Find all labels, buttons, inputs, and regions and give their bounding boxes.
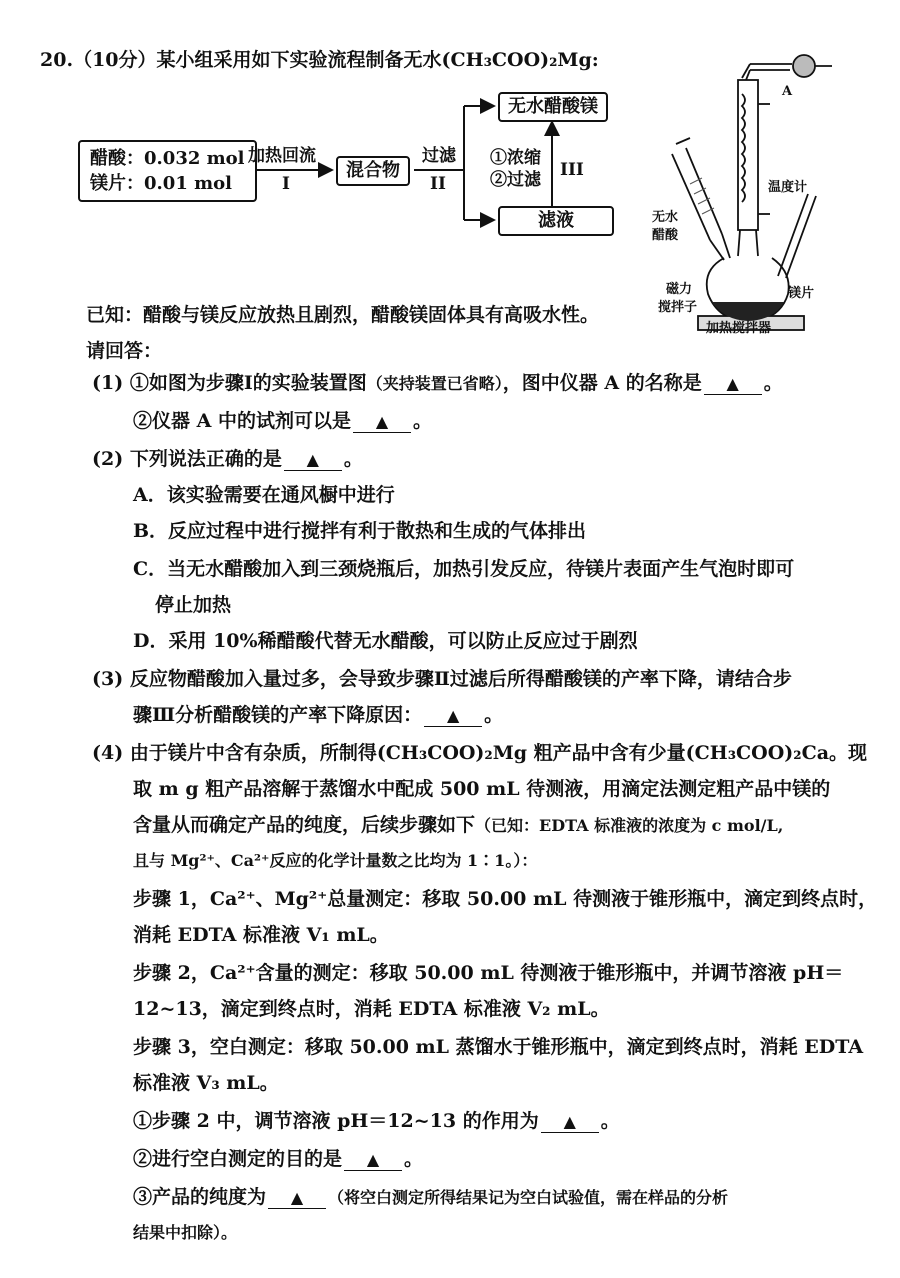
q1-part2: [133, 408, 432, 434]
apparatus-label-magnesium: 镁片: [788, 286, 815, 301]
step3-number: III: [560, 160, 584, 180]
q4-sub3: [133, 1184, 728, 1211]
answer-blank-q4-2[interactable]: ▲: [344, 1150, 402, 1171]
step1-label: 加热回流: [248, 146, 316, 166]
step1-number: I: [282, 174, 290, 194]
q1-part2-text: ②仪器 A 中的试剂可以是: [133, 410, 351, 432]
apparatus-diagram: [632, 44, 852, 344]
filtrate-box: 滤液: [498, 206, 614, 236]
q2-stem-period: 。: [343, 448, 363, 470]
answer-blank-q2[interactable]: ▲: [284, 450, 342, 471]
q4-step2-a: 步骤 2，Ca²⁺含量的测定：移取 50.00 mL 待测液于锥形瓶中，并调节溶液 pH＝: [133, 962, 844, 984]
q1-part1: [92, 370, 783, 397]
mixture-box: 混合物: [336, 156, 410, 186]
q1-part1-text: (1) ①如图为步骤Ⅰ的实验装置图: [92, 372, 367, 394]
q3-line1: (3) 反应物醋酸加入量过多，会导致步骤Ⅱ过滤后所得醋酸镁的产率下降，请结合步: [92, 668, 792, 690]
reactant-magnesium: 镁片：0.01 mol: [90, 173, 232, 194]
q4-sub3-note: （将空白测定所得结果记为空白试验值，需在样品的分析: [328, 1188, 729, 1207]
q4-line3-note: （已知：EDTA 标准液的浓度为 c mol/L,: [475, 816, 784, 835]
q4-sub1-period: 。: [600, 1110, 620, 1132]
q4-line1: (4) 由于镁片中含有杂质，所制得(CH₃COO)₂Mg 粗产品中含有少量(CH₃COO)₂Ca。现: [92, 742, 868, 764]
apparatus-label-stirrer-1: 磁力: [666, 282, 693, 297]
step3-concentrate: ①浓缩: [490, 148, 541, 168]
q4-sub1: [133, 1108, 620, 1134]
q4-line3: [133, 812, 783, 839]
q4-sub3-text: ③产品的纯度为: [133, 1186, 267, 1208]
q4-sub2: [133, 1146, 423, 1172]
answer-blank-q4-3[interactable]: ▲: [268, 1188, 326, 1209]
apparatus-label-a: A: [782, 84, 793, 99]
q4-line3-text: 含量从而确定产品的纯度，后续步骤如下: [133, 814, 476, 836]
answer-blank-q1-1[interactable]: ▲: [704, 374, 762, 395]
answer-blank-q4-1[interactable]: ▲: [541, 1112, 599, 1133]
q2-stem: [92, 446, 363, 472]
question-number: 20.: [40, 49, 74, 71]
q4-line4: 且与 Mg²⁺、Ca²⁺反应的化学计量数之比均为 1∶1。）：: [133, 851, 538, 870]
q4-line2: 取 m g 粗产品溶解于蒸馏水中配成 500 mL 待测液，用滴定法测定粗产品中镁的: [133, 778, 831, 800]
q1-part1-period: 。: [763, 372, 783, 394]
step3-filter: ②过滤: [490, 170, 541, 190]
q4-step3-a: 步骤 3，空白测定：移取 50.00 mL 蒸馏水于锥形瓶中，滴定到终点时，消耗 EDTA: [133, 1036, 864, 1058]
answer-prompt: 请回答：: [86, 340, 163, 362]
q4-step2-b: 12~13，滴定到终点时，消耗 EDTA 标准液 V₂ mL。: [133, 998, 610, 1020]
known-info: 已知：醋酸与镁反应放热且剧烈，醋酸镁固体具有高吸水性。: [86, 304, 600, 326]
product-box: 无水醋酸镁: [498, 92, 608, 122]
q1-part1-question: ，图中仪器 A 的名称是: [502, 372, 702, 394]
apparatus-label-thermometer: 温度计: [768, 180, 808, 195]
q4-step1-a: 步骤 1，Ca²⁺、Mg²⁺总量测定：移取 50.00 mL 待测液于锥形瓶中，滴定到终点时，: [133, 888, 878, 910]
q2-option-c: C．当无水醋酸加入到三颈烧瓶后，加热引发反应，待镁片表面产生气泡时即可: [133, 558, 795, 580]
answer-blank-q3[interactable]: ▲: [424, 706, 482, 727]
q1-part1-note: （夹持装置已省略）: [366, 374, 503, 393]
question-header: [40, 47, 599, 73]
question-score: （10分）: [73, 49, 157, 71]
flowchart: [70, 86, 630, 246]
q3-line2: [133, 702, 503, 728]
reactant-box: [78, 140, 257, 202]
q3-period: 。: [484, 704, 504, 726]
apparatus-label-acid-2: 醋酸: [652, 228, 679, 243]
q4-sub2-text: ②进行空白测定的目的是: [133, 1148, 343, 1170]
q4-sub1-text: ①步骤 2 中，调节溶液 pH＝12~13 的作用为: [133, 1110, 539, 1132]
step2-number: II: [430, 174, 446, 194]
q4-sub3-note-cont: 结果中扣除）。: [133, 1223, 238, 1242]
apparatus-label-heater: 加热搅拌器: [706, 321, 772, 336]
apparatus-label-acid-1: 无水: [652, 210, 679, 225]
q2-option-a: A．该实验需要在通风橱中进行: [133, 484, 395, 506]
answer-blank-q1-2[interactable]: ▲: [353, 412, 411, 433]
q4-step3-b: 标准液 V₃ mL。: [133, 1072, 279, 1094]
q3-line2-text: 骤Ⅲ分析醋酸镁的产率下降原因：: [133, 704, 423, 726]
q2-option-b: B．反应过程中进行搅拌有利于散热和生成的气体排出: [133, 520, 587, 542]
step2-label: 过滤: [422, 146, 456, 166]
reactant-acetic-acid: 醋酸：0.032 mol: [90, 148, 245, 169]
q2-option-d: D．采用 10%稀醋酸代替无水醋酸，可以防止反应过于剧烈: [133, 630, 638, 652]
q1-part2-period: 。: [412, 410, 432, 432]
apparatus-label-stirrer-2: 搅拌子: [658, 300, 698, 315]
q4-step1-b: 消耗 EDTA 标准液 V₁ mL。: [133, 924, 389, 946]
question-text: 某小组采用如下实验流程制备无水(CH₃COO)₂Mg:: [156, 49, 599, 71]
q4-sub2-period: 。: [404, 1148, 424, 1170]
q2-stem-text: (2) 下列说法正确的是: [92, 448, 282, 470]
q2-option-c-cont: 停止加热: [155, 594, 232, 616]
